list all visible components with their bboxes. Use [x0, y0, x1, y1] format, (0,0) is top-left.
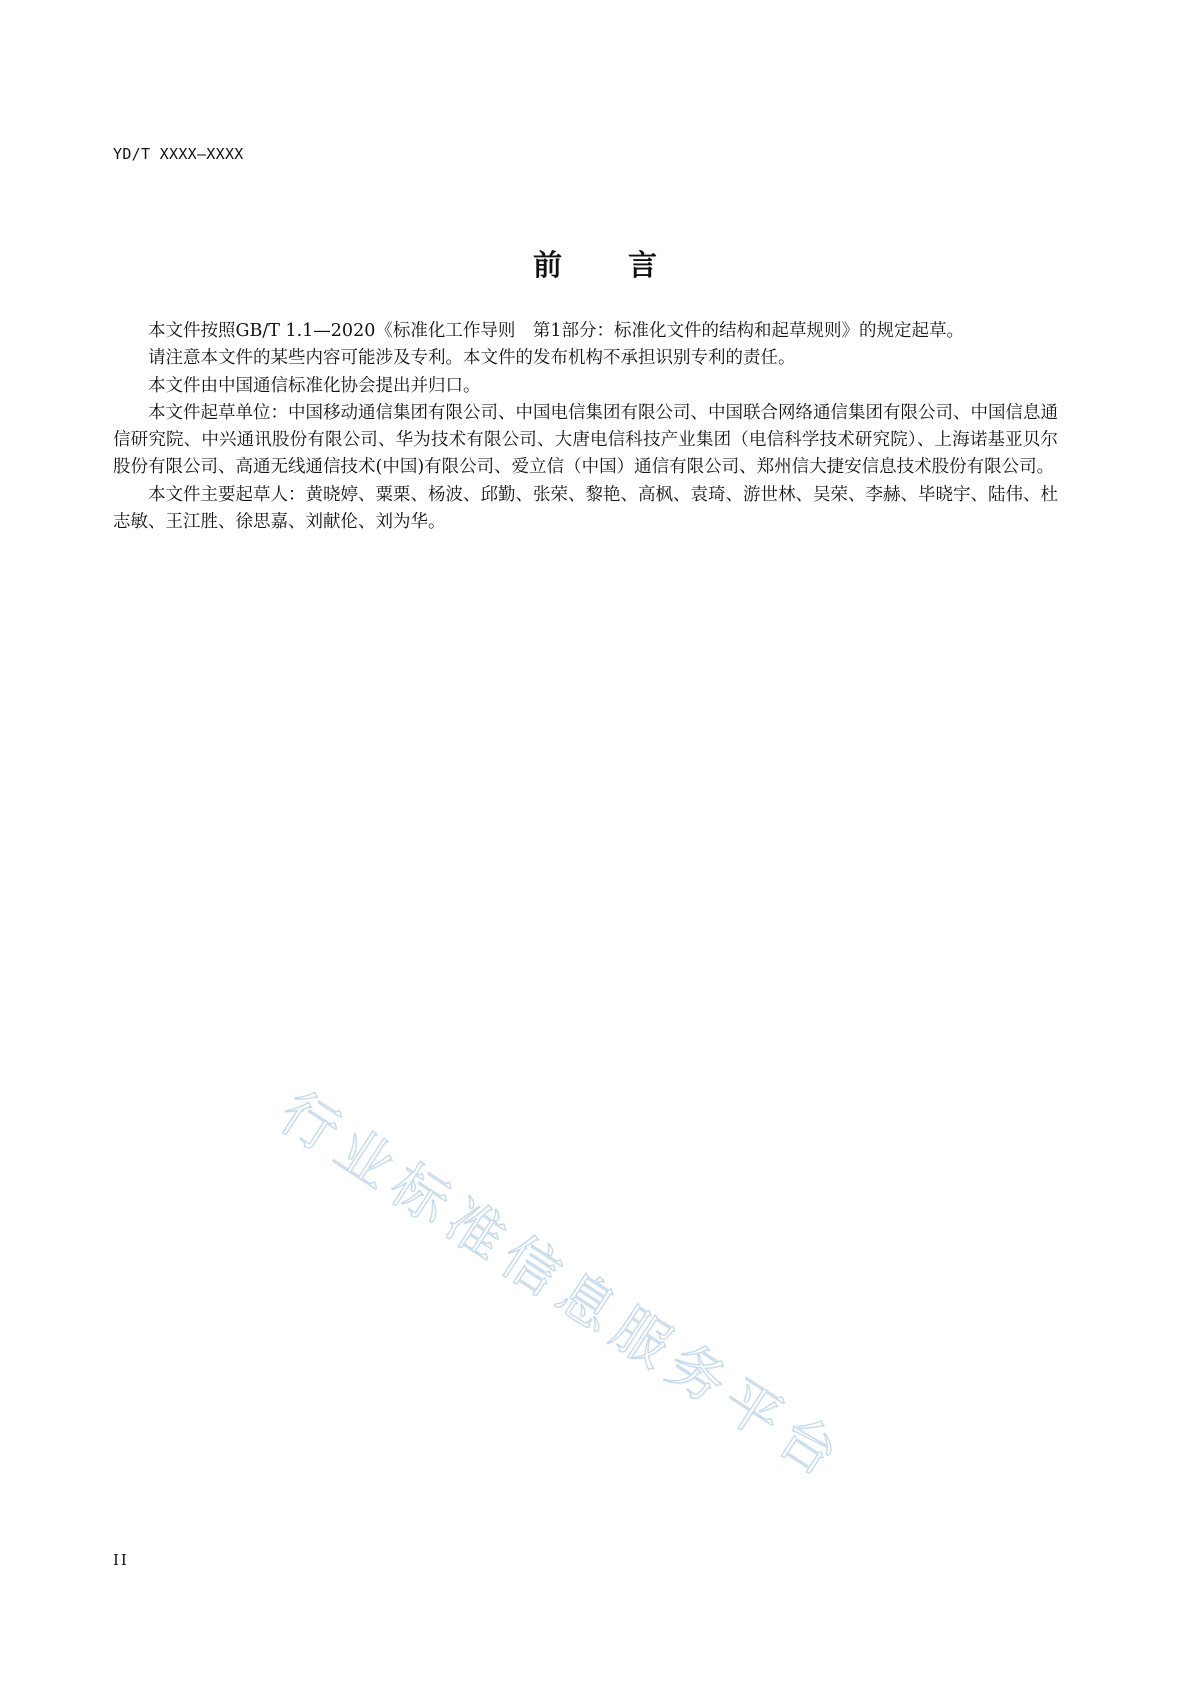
document-code: YD/T XXXX—XXXX	[113, 145, 244, 163]
watermark: 行业标准信息服务平台	[268, 1080, 857, 1495]
paragraph-drafters: 本文件主要起草人：黄晓婷、粟栗、杨波、邱勤、张荣、黎艳、高枫、袁琦、游世林、吴荣、李赫、毕晓宇、陆伟、杜志敏、王江胜、徐思嘉、刘献伦、刘为华。	[113, 484, 1058, 533]
page-title-char: 前	[532, 248, 562, 282]
page-title	[0, 243, 1190, 284]
page-title-char: 言	[628, 248, 658, 282]
paragraph-drafting-units: 本文件起草单位：中国移动通信集团有限公司、中国电信集团有限公司、中国联合网络通信集团有限公司、中国信息通信研究院、中兴通讯股份有限公司、华为技术有限公司、大唐电信科技产业集团（电信科学技术研究院）、上海诺基亚贝尔股份有限公司、高通无线通信技术(中国)有限公司、爱立信（中国）通信有限公司、郑州信大捷安信息技术股份有限公司。	[113, 402, 1058, 478]
page-number: II	[113, 1551, 129, 1569]
paragraph-proposer: 本文件由中国通信标准化协会提出并归口。	[148, 375, 481, 396]
paragraph-patent-notice: 请注意本文件的某些内容可能涉及专利。本文件的发布机构不承担识别专利的责任。	[148, 348, 796, 369]
paragraph-drafting-rules: 本文件按照GB/T 1.1—2020《标准化工作导则 第1部分：标准化文件的结构和起草规则》的规定起草。	[148, 321, 964, 341]
foreword-body	[113, 318, 1058, 536]
